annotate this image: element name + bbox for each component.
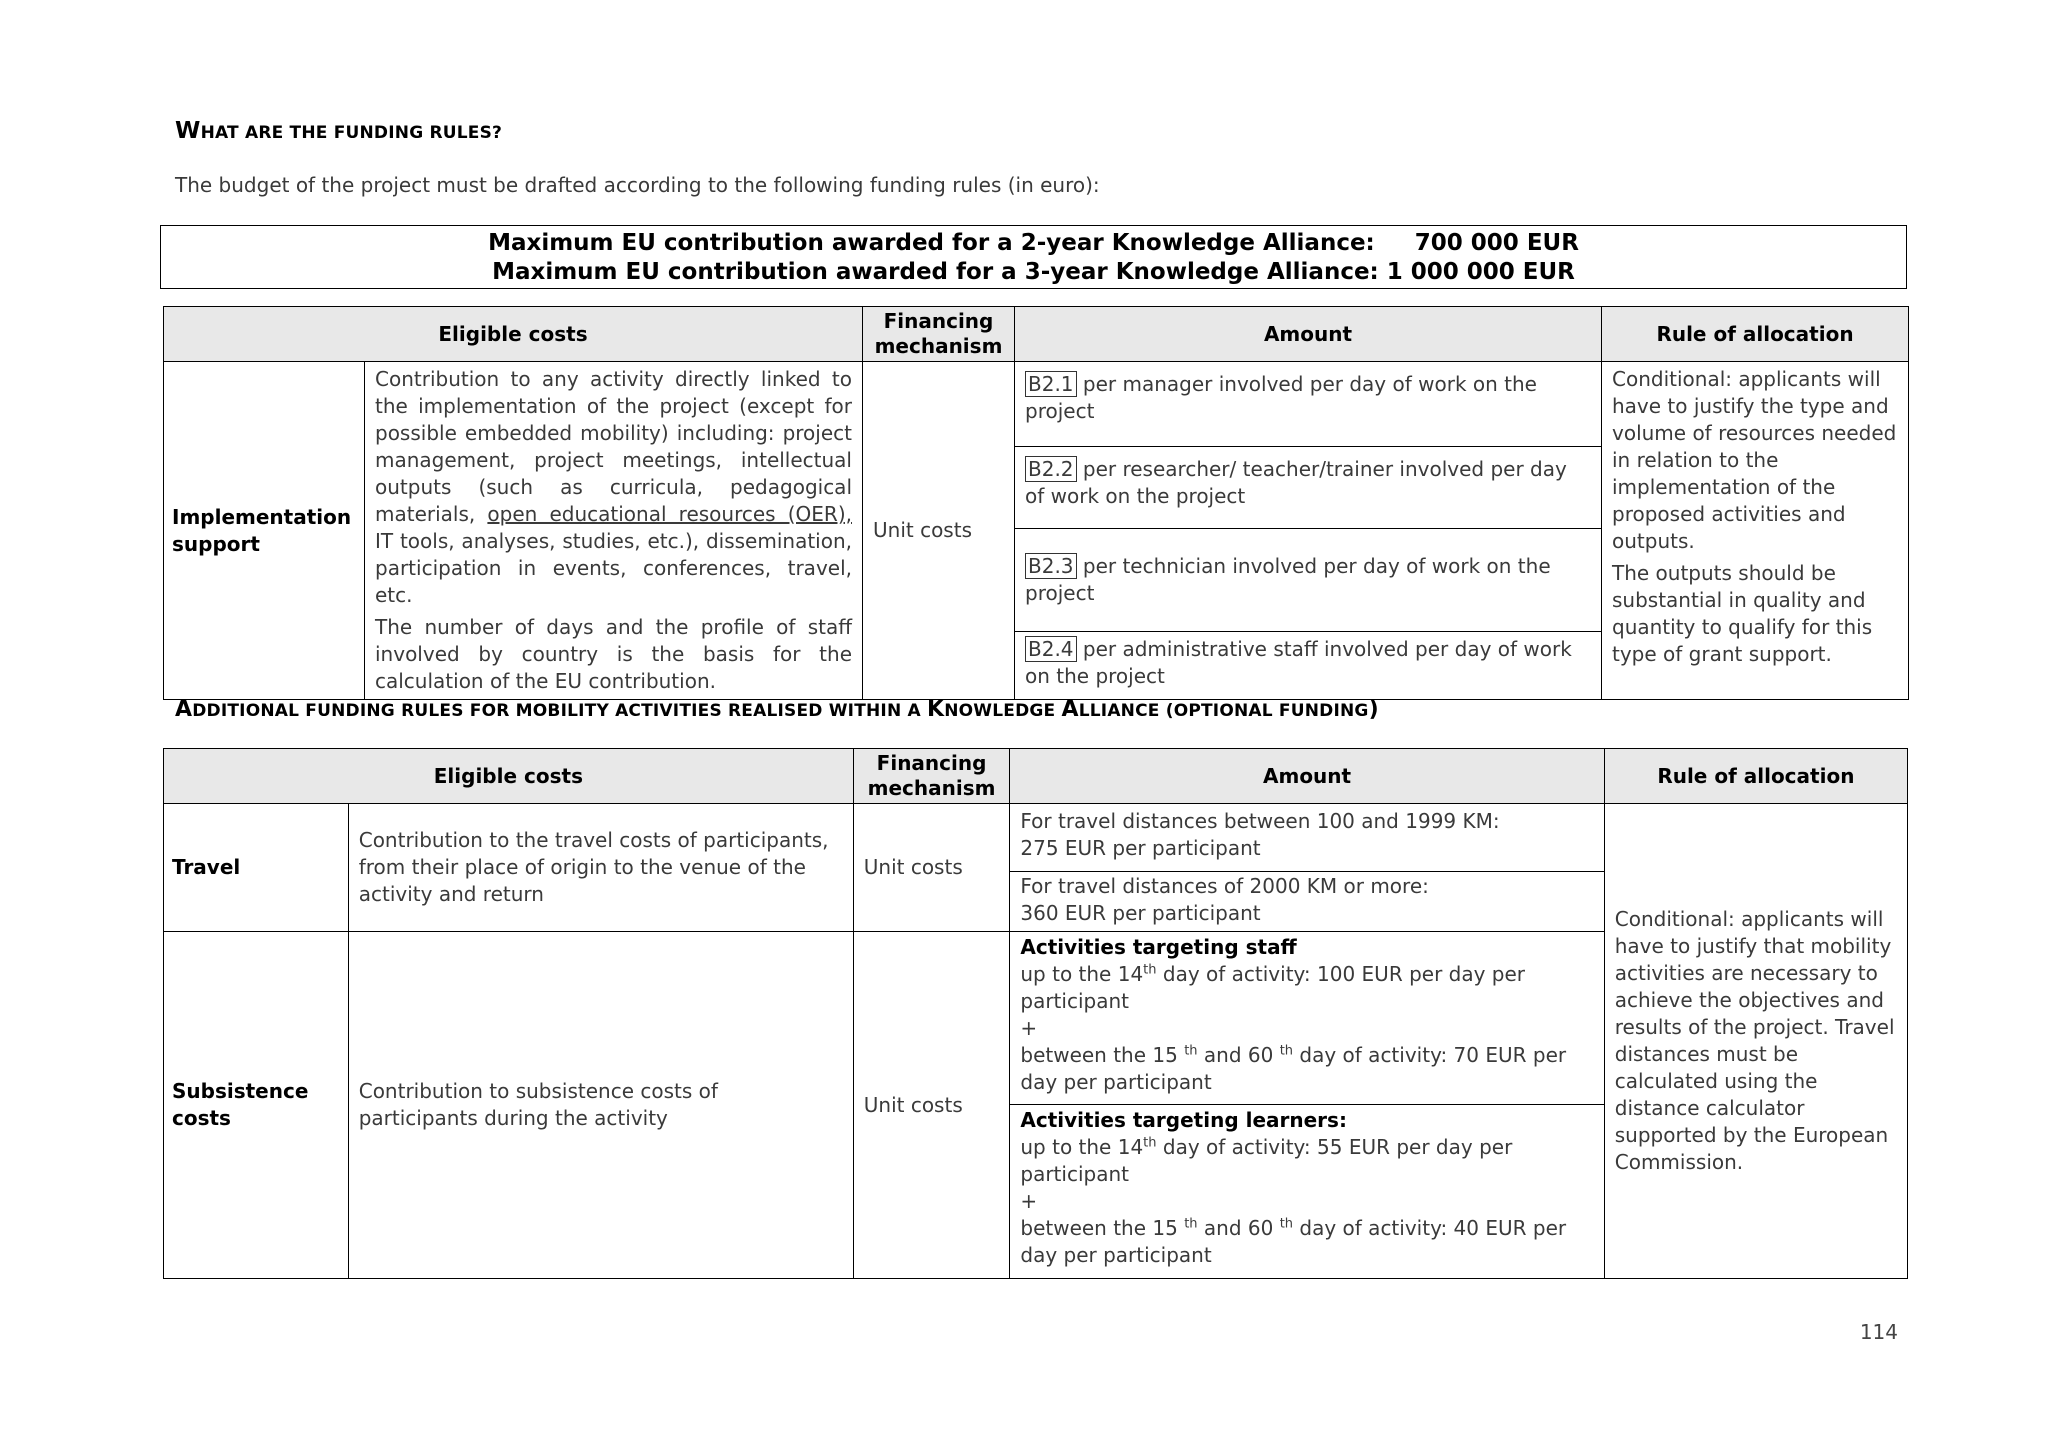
header-eligible-costs: Eligible costs bbox=[164, 749, 854, 804]
amount-b2-4: B2.4 per administrative staff involved per day of work on the project bbox=[1015, 631, 1602, 699]
mobility-subheading: ADDITIONAL FUNDING RULES FOR MOBILITY ACTIVITIES REALISED WITHIN A KNOWLEDGE ALLIANCE (OPTIONAL FUNDING) bbox=[175, 697, 1379, 722]
header-financing-mechanism: Financing mechanism bbox=[863, 307, 1015, 362]
travel-amount-short-distance: For travel distances between 100 and 1999 KM: 275 EUR per participant bbox=[1010, 804, 1604, 872]
subsistence-staff-amount: Activities targeting staff up to the 14th day of activity: 100 EUR per day per participant + between the 15 $^{th}$ and 60 $^{th}$ day of activity: 70 EUR per day per participant bbox=[1010, 932, 1604, 1105]
page-heading: WHAT ARE THE FUNDING RULES? bbox=[175, 118, 503, 144]
max-contribution-3year: Maximum EU contribution awarded for a 3-year Knowledge Alliance: 1 000 000 EUR bbox=[492, 259, 1575, 285]
category-travel: Travel bbox=[164, 804, 349, 932]
header-amount: Amount bbox=[1010, 749, 1604, 804]
header-amount: Amount bbox=[1015, 307, 1602, 362]
travel-description: Contribution to the travel costs of participants, from their place of origin to the venue of the activity and return bbox=[348, 804, 853, 932]
amount-b2-3: B2.3 per technician involved per day of work on the project bbox=[1015, 528, 1602, 631]
category-implementation-support: Implementation support bbox=[164, 362, 365, 700]
subsistence-mechanism: Unit costs bbox=[853, 932, 1010, 1279]
category-subsistence-costs: Subsistence costs bbox=[164, 932, 349, 1279]
header-financing-mechanism: Financing mechanism bbox=[853, 749, 1010, 804]
implementation-description: Contribution to any activity directly linked to the implementation of the project (except for possible embedded mobility) including: project management, project meetings, intellectual outputs (such as curricula, pedagogical materials, open educational resources (OER), IT tools, analyses, studies, etc.), dissemination, participation in events, conferences, travel, etc. The number of days and the profile of staff involved by country is the basis for the calculation of the EU contribution. bbox=[365, 362, 863, 700]
header-eligible-costs: Eligible costs bbox=[164, 307, 863, 362]
max-contribution-box bbox=[160, 225, 1907, 289]
amount-b2-2: B2.2 per researcher/ teacher/trainer involved per day of work on the project bbox=[1015, 446, 1602, 528]
max-contribution-2year: Maximum EU contribution awarded for a 2-year Knowledge Alliance: 700 000 EUR bbox=[488, 230, 1579, 256]
mobility-funding-table bbox=[163, 748, 1908, 1279]
header-rule-of-allocation: Rule of allocation bbox=[1604, 749, 1907, 804]
header-rule-of-allocation: Rule of allocation bbox=[1602, 307, 1909, 362]
travel-amount-long-distance: For travel distances of 2000 KM or more: 360 EUR per participant bbox=[1010, 872, 1604, 932]
mechanism-unit-costs: Unit costs bbox=[863, 362, 1015, 700]
page-number: 114 bbox=[1859, 1320, 1898, 1344]
intro-text: The budget of the project must be drafted according to the following funding rules (in euro): bbox=[175, 173, 1100, 197]
mobility-rule-of-allocation: Conditional: applicants will have to justify that mobility activities are necessary to achieve the objectives and results of the project. Travel distances must be calculated using the distance calculator supported by the European Commission. bbox=[1604, 804, 1907, 1279]
subsistence-learners-amount: Activities targeting learners: up to the 14th day of activity: 55 EUR per day per participant + between the 15 $^{th}$ and 60 $^{th}$ day of activity: 40 EUR per day per participant bbox=[1010, 1105, 1604, 1279]
travel-mechanism: Unit costs bbox=[853, 804, 1010, 932]
subsistence-description: Contribution to subsistence costs of participants during the activity bbox=[348, 932, 853, 1279]
oer-link-text: open educational resources (OER), bbox=[487, 502, 852, 526]
amount-b2-1: B2.1 per manager involved per day of work on the project bbox=[1015, 362, 1602, 447]
rule-of-allocation-text: Conditional: applicants will have to justify the type and volume of resources needed in relation to the implementation of the proposed activities and outputs. The outputs should be substantial in quality and quantity to qualify for this type of grant support. bbox=[1602, 362, 1909, 700]
funding-rules-table bbox=[163, 306, 1909, 700]
